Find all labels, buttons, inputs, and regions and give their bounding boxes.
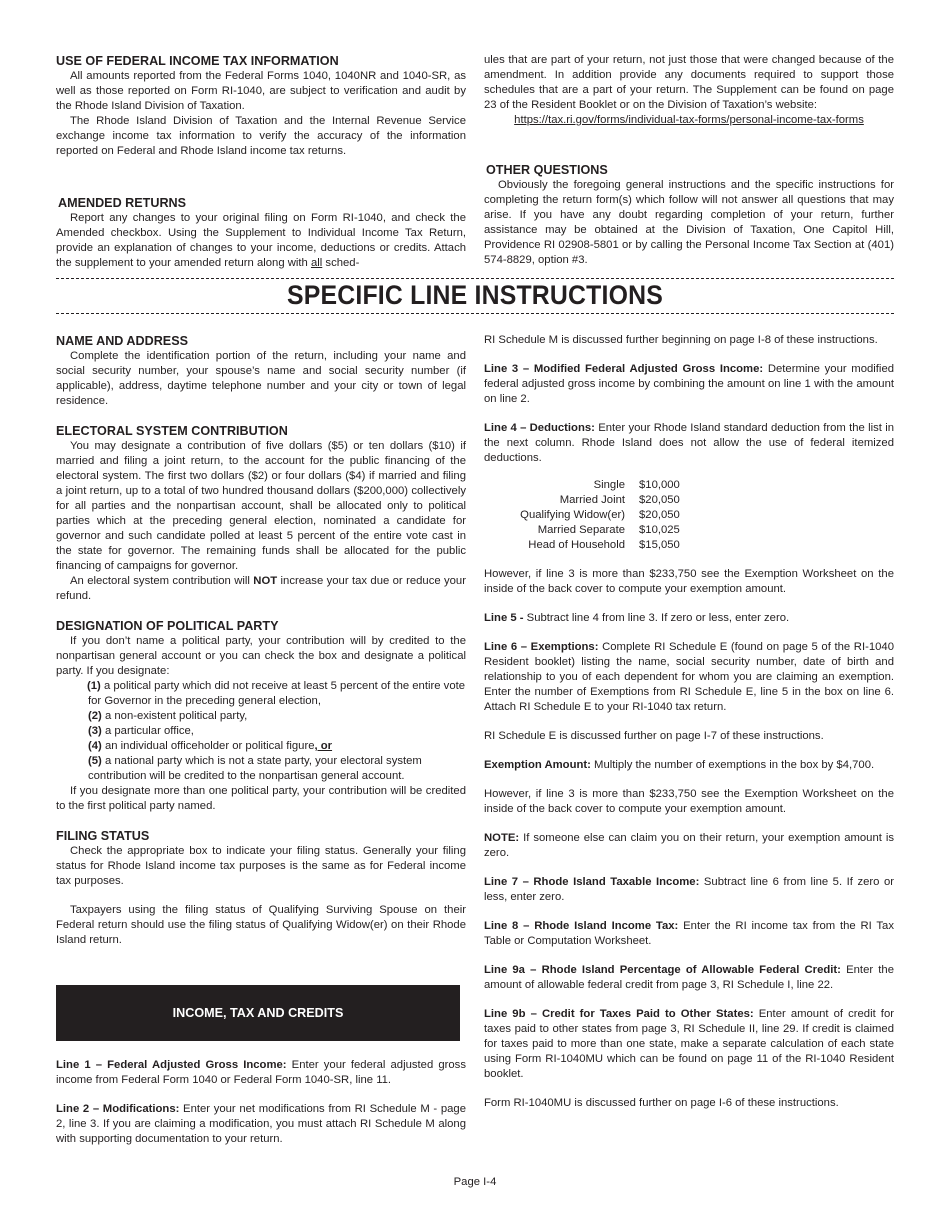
filing-status-heading: FILING STATUS: [56, 829, 150, 843]
party-or-emphasis: , or: [314, 740, 333, 752]
electoral-not-emphasis: NOT: [253, 575, 278, 587]
page-number: Page I-4: [453, 1176, 497, 1188]
right-column: [484, 333, 894, 1111]
party-item-5: (5) a national party which is not a state party, your electoral system contribution will be credited to the nonpartisan general account.: [88, 755, 422, 782]
other-questions-heading: OTHER QUESTIONS: [486, 163, 608, 177]
line-4-instruction: Line 4 – Deductions: Enter your Rhode Island standard deduction from the list in the next column. Rhode Island does not allow the use of federal itemized deductions.: [484, 422, 894, 464]
amended-paragraph: [56, 211, 466, 271]
amended-tail: sched-: [322, 257, 360, 269]
line-1-instruction: Line 1 – Federal Adjusted Gross Income: Enter your federal adjusted gross income from Federal Form 1040 or Federal Form 1040-SR, line 11.: [56, 1059, 466, 1086]
section-title: SPECIFIC LINE INSTRUCTIONS: [286, 280, 664, 310]
party-item-4: (4) an individual officeholder or political figure, or: [88, 740, 333, 752]
line-7-instruction: Line 7 – Rhode Island Taxable Income: Subtract line 6 from line 5. If zero or less, enter zero.: [484, 876, 895, 903]
amended-text: Report any changes to your original filing on Form RI-1040, and check the Amended checkbox. Using the Supplement to Individual Income Tax Return, provide an explanation of changes to your income, deductions or credits. Attach the supplement to your amended return along with: [56, 212, 466, 269]
party-list: [72, 679, 466, 784]
top-left-column: [56, 53, 466, 271]
line-6-instruction: Line 6 – Exemptions: Complete RI Schedule E (found on page 5 of the RI-1040 Resident booklet) listing the name, social security number, date of birth and relationship to you of each dependent for whom you are claiming an exemption. Enter the number of Exemptions from RI Schedule E, line 5 in the box on line 6. Attach RI Schedule E to your RI-1040 tax return.: [484, 641, 894, 713]
top-right-column: [484, 53, 894, 268]
exemption-amount: Exemption Amount: Multiply the number of exemptions in the box by $4,700.: [484, 759, 875, 771]
line-3-instruction: Line 3 – Modified Federal Adjusted Gross Income: Determine your modified federal adjusted gross income by combining the amount on line 1 with the amount on line 2.: [484, 363, 895, 405]
party-heading: DESIGNATION OF POLITICAL PARTY: [56, 619, 279, 633]
left-column-lines: [56, 1058, 466, 1147]
name-address-heading: NAME AND ADDRESS: [56, 334, 189, 348]
line-2-instruction: Line 2 – Modifications: Enter your net modifications from RI Schedule M - page 2, line 3. If you are claiming a modification, you must attach RI Schedule M along with supporting documentation to your return.: [56, 1103, 466, 1145]
however-paragraph-2: However, if line 3 is more than $233,750 see the Exemption Worksheet on the inside of the back cover to compute your exemption amount.: [484, 788, 894, 815]
deduction-row: Single $10,000: [593, 479, 680, 491]
line-9b-instruction: Line 9b – Credit for Taxes Paid to Other States: Enter amount of credit for taxes paid to other states from page 3, RI Schedule II, line 29. If credit is claimed for taxes paid to more than one state, make a separate calculation of each state using Form RI-1040MU which can be found on page 11 of the RI-1040 Resident booklet.: [484, 1008, 894, 1080]
electoral-heading: ELECTORAL SYSTEM CONTRIBUTION: [56, 424, 288, 438]
however-paragraph-1: However, if line 3 is more than $233,750 see the Exemption Worksheet on the inside of the back cover to compute your exemption amount.: [484, 568, 894, 595]
divider-bottom: [56, 313, 894, 314]
use-fed-paragraph-1: All amounts reported from the Federal Forms 1040, 1040NR and 1040-SR, as well as those reported on Form RI-1040, are subject to verification and audit by the Rhode Island Division of Taxation.: [56, 70, 466, 112]
electoral-text-a: An electoral system contribution will: [70, 575, 254, 587]
left-column: [56, 333, 466, 948]
filing-status-paragraph-1: Check the appropriate box to indicate your filing status. Generally your filing status for Rhode Island income tax purposes is the same as for Federal income tax purposes.: [56, 845, 466, 887]
amended-all-emphasis: all: [310, 257, 323, 269]
electoral-paragraph-2: [56, 574, 466, 604]
standard-deduction-table: [508, 478, 680, 553]
deduction-row: Married Joint $20,050: [559, 494, 680, 506]
party-item-3: (3) a particular office,: [88, 725, 194, 737]
schedule-m-note: RI Schedule M is discussed further beginning on page I-8 of these instructions.: [484, 334, 878, 346]
use-fed-paragraph-2: The Rhode Island Division of Taxation and the Internal Revenue Service exchange income tax information to verify the accuracy of the information reported on Federal and Rhode Island income tax returns.: [56, 115, 466, 157]
other-questions-paragraph: Obviously the foregoing general instructions and the specific instructions for completing the return form(s) which follow will not answer all questions that may arise. If you have any doubt regarding completion of your return, further assistance may be obtained at the Division of Taxation, One Capitol Hill, Providence RI 02908-5801 or by calling the Personal Income Tax Section at (401) 574-8829, option #3.: [484, 179, 894, 266]
deduction-row: Head of Household $15,050: [528, 539, 680, 551]
income-tax-credits-banner: INCOME, TAX AND CREDITS: [56, 985, 460, 1041]
note-paragraph: NOTE: If someone else can claim you on their return, your exemption amount is zero.: [484, 832, 894, 859]
filing-status-paragraph-2: Taxpayers using the filing status of Qualifying Surviving Spouse on their Federal return should use the filing status of Qualifying Widow(er) on their Rhode Island return.: [56, 904, 466, 946]
party-paragraph-2: If you designate more than one political party, your contribution will be credited to the first political party named.: [56, 785, 466, 812]
party-item-1: (1) a political party which did not receive at least 5 percent of the entire vote for Governor in the preceding general election,: [87, 680, 466, 707]
electoral-text-b: increase your tax due or reduce your refund.: [56, 575, 466, 602]
tax-forms-link[interactable]: https://tax.ri.gov/forms/individual-tax-forms/personal-income-tax-forms: [514, 114, 864, 126]
deduction-row: Qualifying Widow(er) $20,050: [520, 509, 680, 521]
amended-heading: AMENDED RETURNS: [58, 196, 187, 210]
line-9a-instruction: Line 9a – Rhode Island Percentage of Allowable Federal Credit: Enter the amount of allowable federal credit from page 3, RI Schedule I, line 22.: [484, 964, 894, 991]
amended-continuation: ules that are part of your return, not just those that were changed because of the amendment. In addition provide any documents required to support those schedules that are a part of your return. The Supplement can be found on page 23 of the Resident Booklet or on the Division of Taxation’s website:: [484, 54, 894, 111]
party-item-2: (2) a non-existent political party,: [88, 710, 248, 722]
use-fed-heading: USE OF FEDERAL INCOME TAX INFORMATION: [56, 54, 339, 68]
line-5-instruction: Line 5 - Subtract line 4 from line 3. If zero or less, enter zero.: [484, 612, 790, 624]
form-1040mu-note: Form RI-1040MU is discussed further on page I-6 of these instructions.: [484, 1097, 839, 1109]
line-8-instruction: Line 8 – Rhode Island Income Tax: Enter the RI income tax from the RI Tax Table or Computation Worksheet.: [484, 920, 894, 947]
deduction-row: Married Separate $10,025: [537, 524, 680, 536]
electoral-paragraph-1: You may designate a contribution of five dollars ($5) or ten dollars ($10) if married and filing a joint return, to the account for the public financing of the electoral system. The first two dollars ($2) or four dollars ($4) if married and filing a joint return, up to a total of two hundred thousand dollars ($200,000) collectively for all parties and the nonpartisan account, shall be allocated only to political parties which at the preceding general election, nominated a candidate for governor and such candidate polled at least 5 percent of the entire vote cast in the state for governor. The remaining funds shall be allocated for the public financing of campaigns for governor.: [56, 440, 466, 572]
party-paragraph-1: If you don’t name a political party, your contribution will by credited to the nonpartisan general account or you can check the box and designate a political party. If you designate:: [56, 635, 466, 677]
name-address-paragraph: Complete the identification portion of the return, including your name and social security number, your spouse’s name and social security number (if applicable), address, daytime telephone number and your city or town of legal residence.: [56, 350, 466, 407]
schedule-e-note: RI Schedule E is discussed further on page I-7 of these instructions.: [484, 730, 824, 742]
